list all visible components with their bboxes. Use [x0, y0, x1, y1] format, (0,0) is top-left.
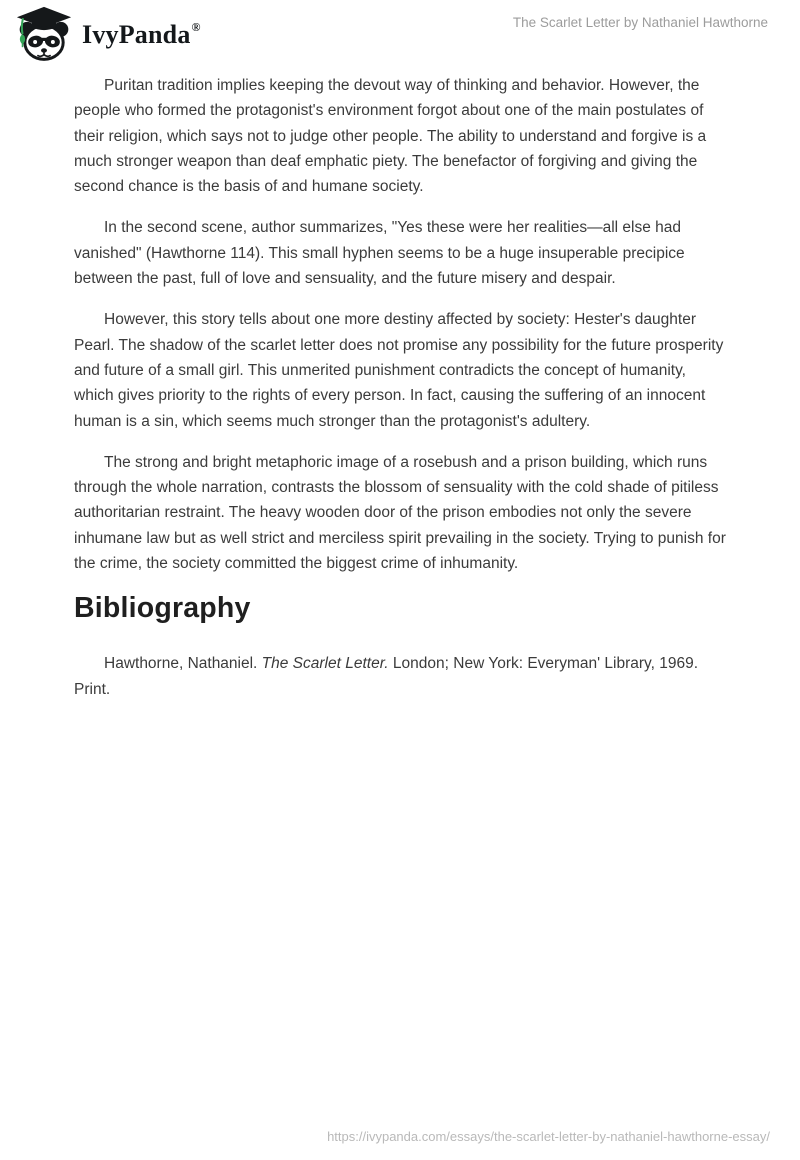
page-footer [0, 1116, 800, 1160]
citation-publisher: London; New York: Everyman' Library, 1969. Print. [74, 655, 699, 698]
bibliography-heading: Bibliography [74, 592, 251, 625]
essay-paragraph-3: However, this story tells about one more destiny affected by society: Hester's daughter Pearl. The shadow of the scarlet letter does not promise any possibility for the future prosperity and future of a small girl. This unmerited punishment contradicts the concept of humanity, which gives priority to the rights of every person. In fact, causing the suffering of an innocent human is a sin, which seems much stronger than the protagonist's adultery. [74, 311, 724, 430]
bibliography-entry [74, 651, 726, 702]
essay-body [74, 73, 726, 718]
page-header [0, 0, 800, 66]
panda-graduation-cap-icon [13, 6, 75, 64]
logo-wordmark: IvyPanda [82, 20, 191, 49]
ivypanda-logo[interactable] [13, 6, 201, 64]
essay-paragraph-2: In the second scene, author summarizes, "Yes these were her realities—all else had vanished" (Hawthorne 114). This small hyphen seems to be a huge insuperable precipice between the past, full of love and sensuality, and the future misery and despair. [74, 219, 685, 288]
source-url[interactable]: https://ivypanda.com/essays/the-scarlet-letter-by-nathaniel-hawthorne-essay/ [327, 1129, 770, 1144]
citation-book-title: The Scarlet Letter. [261, 655, 389, 673]
citation-author: Hawthorne, Nathaniel. [104, 655, 262, 673]
registered-trademark-mark: ® [191, 19, 201, 34]
document-title: The Scarlet Letter by Nathaniel Hawthorne [512, 15, 768, 30]
essay-paragraph-4: The strong and bright metaphoric image of a rosebush and a prison building, which runs through the whole narration, contrasts the blossom of sensuality with the cold shade of pitiless authoritarian restraint. The heavy wooden door of the prison embodies not only the severe inhumane law but as well strict and merciless spirit prevailing in the society. Trying to punish for the crime, the society committed the biggest crime of inhumanity. [74, 453, 726, 573]
essay-paragraph-1: Puritan tradition implies keeping the devout way of thinking and behavior. However, the people who formed the protagonist's environment forgot about one of the main postulates of their religion, which says not to judge other people. The ability to understand and forgive is a much stronger weapon than deaf emphatic piety. The benefactor of forgiving and giving the second chance is the basis of and humane society. [74, 77, 707, 196]
